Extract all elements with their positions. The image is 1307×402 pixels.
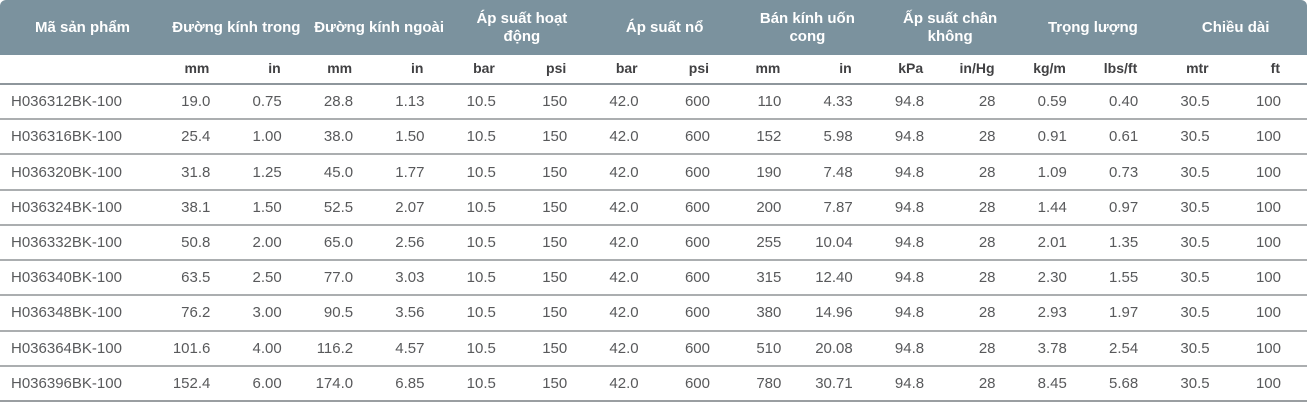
value-cell: 42.0 <box>593 119 664 154</box>
unit-cell: psi <box>665 55 736 84</box>
value-cell: 600 <box>665 295 736 330</box>
value-cell: 19.0 <box>165 84 236 119</box>
value-cell: 28 <box>950 190 1021 225</box>
unit-cell: mm <box>308 55 379 84</box>
value-cell: 3.78 <box>1022 331 1093 366</box>
unit-cell: kg/m <box>1022 55 1093 84</box>
value-cell: 380 <box>736 295 807 330</box>
value-cell: 315 <box>736 260 807 295</box>
value-cell: 0.97 <box>1093 190 1164 225</box>
product-code-cell: H036316BK-100 <box>0 119 165 154</box>
value-cell: 100 <box>1236 331 1307 366</box>
value-cell: 76.2 <box>165 295 236 330</box>
value-cell: 30.5 <box>1164 366 1235 401</box>
unit-cell: mm <box>736 55 807 84</box>
value-cell: 780 <box>736 366 807 401</box>
value-cell: 100 <box>1236 154 1307 189</box>
table-row <box>0 260 1307 295</box>
table-body <box>0 84 1307 401</box>
value-cell: 10.5 <box>451 154 522 189</box>
value-cell: 94.8 <box>879 84 950 119</box>
group-header-working-pressure: Áp suất hoạt động <box>451 0 594 55</box>
unit-cell: in <box>807 55 878 84</box>
value-cell: 14.96 <box>807 295 878 330</box>
value-cell: 94.8 <box>879 366 950 401</box>
value-cell: 28 <box>950 119 1021 154</box>
value-cell: 8.45 <box>1022 366 1093 401</box>
product-code-cell: H036312BK-100 <box>0 84 165 119</box>
table-row <box>0 225 1307 260</box>
unit-cell: bar <box>593 55 664 84</box>
value-cell: 30.5 <box>1164 84 1235 119</box>
value-cell: 94.8 <box>879 225 950 260</box>
value-cell: 42.0 <box>593 331 664 366</box>
value-cell: 94.8 <box>879 154 950 189</box>
value-cell: 5.68 <box>1093 366 1164 401</box>
table-row <box>0 331 1307 366</box>
value-cell: 100 <box>1236 260 1307 295</box>
value-cell: 45.0 <box>308 154 379 189</box>
value-cell: 20.08 <box>807 331 878 366</box>
value-cell: 0.91 <box>1022 119 1093 154</box>
value-cell: 28 <box>950 366 1021 401</box>
unit-cell: in <box>379 55 450 84</box>
value-cell: 100 <box>1236 84 1307 119</box>
value-cell: 1.25 <box>236 154 307 189</box>
table-header <box>0 0 1307 84</box>
product-code-cell: H036324BK-100 <box>0 190 165 225</box>
value-cell: 600 <box>665 190 736 225</box>
value-cell: 25.4 <box>165 119 236 154</box>
value-cell: 28 <box>950 225 1021 260</box>
value-cell: 150 <box>522 119 593 154</box>
value-cell: 42.0 <box>593 295 664 330</box>
value-cell: 190 <box>736 154 807 189</box>
unit-cell: lbs/ft <box>1093 55 1164 84</box>
value-cell: 38.0 <box>308 119 379 154</box>
value-cell: 1.97 <box>1093 295 1164 330</box>
value-cell: 10.5 <box>451 119 522 154</box>
product-code-cell: H036364BK-100 <box>0 331 165 366</box>
value-cell: 100 <box>1236 366 1307 401</box>
value-cell: 31.8 <box>165 154 236 189</box>
value-cell: 30.5 <box>1164 119 1235 154</box>
value-cell: 42.0 <box>593 84 664 119</box>
value-cell: 28 <box>950 331 1021 366</box>
value-cell: 1.50 <box>379 119 450 154</box>
value-cell: 600 <box>665 84 736 119</box>
value-cell: 3.03 <box>379 260 450 295</box>
table-row <box>0 84 1307 119</box>
value-cell: 100 <box>1236 190 1307 225</box>
product-code-cell: H036320BK-100 <box>0 154 165 189</box>
value-cell: 2.54 <box>1093 331 1164 366</box>
unit-cell: mm <box>165 55 236 84</box>
group-header-weight: Trọng lượng <box>1022 0 1165 55</box>
value-cell: 510 <box>736 331 807 366</box>
value-cell: 600 <box>665 260 736 295</box>
value-cell: 150 <box>522 84 593 119</box>
value-cell: 42.0 <box>593 190 664 225</box>
value-cell: 1.55 <box>1093 260 1164 295</box>
product-code-header: Mã sản phẩm <box>0 0 165 55</box>
table-row <box>0 295 1307 330</box>
unit-cell: in/Hg <box>950 55 1021 84</box>
value-cell: 65.0 <box>308 225 379 260</box>
value-cell: 600 <box>665 225 736 260</box>
value-cell: 150 <box>522 225 593 260</box>
unit-cell: bar <box>451 55 522 84</box>
value-cell: 12.40 <box>807 260 878 295</box>
units-row <box>0 55 1307 84</box>
value-cell: 50.8 <box>165 225 236 260</box>
value-cell: 100 <box>1236 225 1307 260</box>
value-cell: 63.5 <box>165 260 236 295</box>
value-cell: 7.87 <box>807 190 878 225</box>
value-cell: 1.35 <box>1093 225 1164 260</box>
value-cell: 200 <box>736 190 807 225</box>
value-cell: 42.0 <box>593 225 664 260</box>
value-cell: 94.8 <box>879 190 950 225</box>
value-cell: 30.5 <box>1164 295 1235 330</box>
product-code-cell: H036332BK-100 <box>0 225 165 260</box>
value-cell: 10.04 <box>807 225 878 260</box>
value-cell: 100 <box>1236 119 1307 154</box>
group-header-inner-diameter: Đường kính trong <box>165 0 308 55</box>
value-cell: 150 <box>522 331 593 366</box>
value-cell: 1.00 <box>236 119 307 154</box>
value-cell: 4.00 <box>236 331 307 366</box>
value-cell: 2.30 <box>1022 260 1093 295</box>
product-code-cell: H036348BK-100 <box>0 295 165 330</box>
value-cell: 30.5 <box>1164 260 1235 295</box>
value-cell: 0.73 <box>1093 154 1164 189</box>
value-cell: 150 <box>522 260 593 295</box>
unit-cell: in <box>236 55 307 84</box>
value-cell: 5.98 <box>807 119 878 154</box>
value-cell: 6.00 <box>236 366 307 401</box>
value-cell: 7.48 <box>807 154 878 189</box>
value-cell: 10.5 <box>451 295 522 330</box>
group-header-burst-pressure: Áp suất nổ <box>593 0 736 55</box>
value-cell: 94.8 <box>879 260 950 295</box>
value-cell: 600 <box>665 331 736 366</box>
value-cell: 42.0 <box>593 260 664 295</box>
value-cell: 600 <box>665 119 736 154</box>
value-cell: 94.8 <box>879 331 950 366</box>
value-cell: 1.13 <box>379 84 450 119</box>
group-header-outer-diameter: Đường kính ngoài <box>308 0 451 55</box>
value-cell: 90.5 <box>308 295 379 330</box>
value-cell: 1.50 <box>236 190 307 225</box>
value-cell: 110 <box>736 84 807 119</box>
unit-cell: psi <box>522 55 593 84</box>
value-cell: 30.5 <box>1164 331 1235 366</box>
value-cell: 10.5 <box>451 84 522 119</box>
table-row <box>0 154 1307 189</box>
value-cell: 0.59 <box>1022 84 1093 119</box>
product-code-cell: H036340BK-100 <box>0 260 165 295</box>
group-header-length: Chiều dài <box>1164 0 1307 55</box>
value-cell: 2.50 <box>236 260 307 295</box>
value-cell: 10.5 <box>451 331 522 366</box>
value-cell: 2.01 <box>1022 225 1093 260</box>
value-cell: 94.8 <box>879 119 950 154</box>
group-header-row <box>0 0 1307 55</box>
value-cell: 0.75 <box>236 84 307 119</box>
value-cell: 28 <box>950 84 1021 119</box>
value-cell: 150 <box>522 154 593 189</box>
value-cell: 2.07 <box>379 190 450 225</box>
value-cell: 101.6 <box>165 331 236 366</box>
value-cell: 28.8 <box>308 84 379 119</box>
value-cell: 28 <box>950 260 1021 295</box>
value-cell: 30.71 <box>807 366 878 401</box>
value-cell: 3.56 <box>379 295 450 330</box>
value-cell: 10.5 <box>451 366 522 401</box>
value-cell: 6.85 <box>379 366 450 401</box>
value-cell: 38.1 <box>165 190 236 225</box>
value-cell: 150 <box>522 190 593 225</box>
value-cell: 150 <box>522 366 593 401</box>
value-cell: 1.44 <box>1022 190 1093 225</box>
value-cell: 116.2 <box>308 331 379 366</box>
value-cell: 174.0 <box>308 366 379 401</box>
table-row <box>0 119 1307 154</box>
value-cell: 100 <box>1236 295 1307 330</box>
value-cell: 1.09 <box>1022 154 1093 189</box>
value-cell: 77.0 <box>308 260 379 295</box>
value-cell: 30.5 <box>1164 190 1235 225</box>
value-cell: 150 <box>522 295 593 330</box>
value-cell: 30.5 <box>1164 154 1235 189</box>
product-code-cell: H036396BK-100 <box>0 366 165 401</box>
group-header-bend-radius: Bán kính uốn cong <box>736 0 879 55</box>
value-cell: 30.5 <box>1164 225 1235 260</box>
value-cell: 4.57 <box>379 331 450 366</box>
value-cell: 52.5 <box>308 190 379 225</box>
value-cell: 255 <box>736 225 807 260</box>
value-cell: 152.4 <box>165 366 236 401</box>
unit-cell: mtr <box>1164 55 1235 84</box>
value-cell: 10.5 <box>451 260 522 295</box>
value-cell: 4.33 <box>807 84 878 119</box>
value-cell: 2.00 <box>236 225 307 260</box>
unit-cell: ft <box>1236 55 1307 84</box>
value-cell: 2.56 <box>379 225 450 260</box>
table-row <box>0 366 1307 401</box>
units-blank-cell <box>0 55 165 84</box>
value-cell: 1.77 <box>379 154 450 189</box>
value-cell: 42.0 <box>593 154 664 189</box>
value-cell: 10.5 <box>451 225 522 260</box>
group-header-vacuum-pressure: Ấp suất chân không <box>879 0 1022 55</box>
value-cell: 0.40 <box>1093 84 1164 119</box>
unit-cell: kPa <box>879 55 950 84</box>
value-cell: 42.0 <box>593 366 664 401</box>
value-cell: 600 <box>665 154 736 189</box>
value-cell: 0.61 <box>1093 119 1164 154</box>
table-row <box>0 190 1307 225</box>
value-cell: 28 <box>950 295 1021 330</box>
value-cell: 2.93 <box>1022 295 1093 330</box>
value-cell: 600 <box>665 366 736 401</box>
value-cell: 3.00 <box>236 295 307 330</box>
value-cell: 152 <box>736 119 807 154</box>
value-cell: 94.8 <box>879 295 950 330</box>
value-cell: 28 <box>950 154 1021 189</box>
value-cell: 10.5 <box>451 190 522 225</box>
